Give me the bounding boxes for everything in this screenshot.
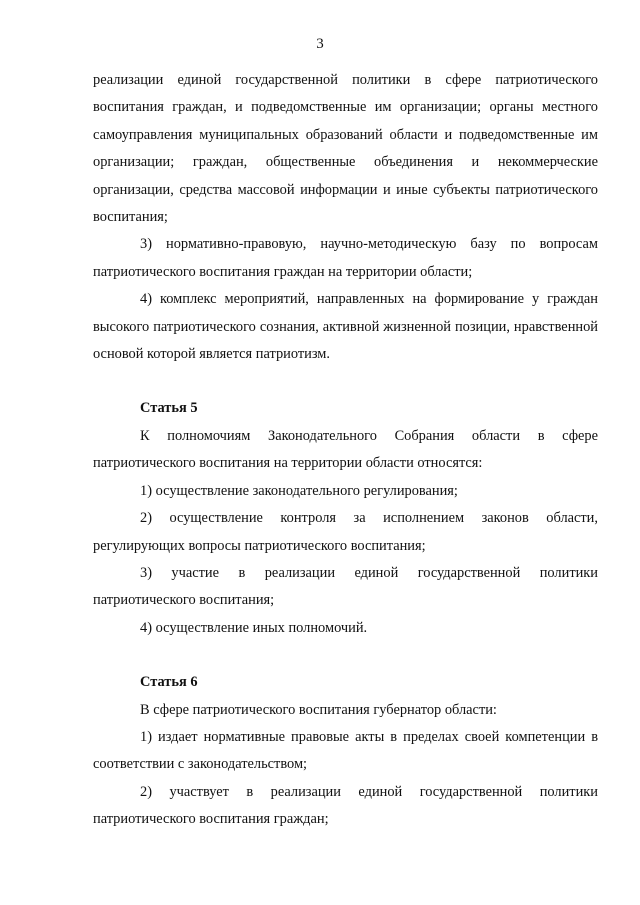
- article-5-intro: К полномочиям Законодательного Собрания области в сфере патриотического воспитания на территории области относятся:: [93, 427, 598, 472]
- article-5-item-1: 1) осуществление законодательного регулирования;: [140, 482, 458, 499]
- article-6-item-2: 2) участвует в реализации единой государственной политики патриотического воспитания граждан;: [93, 783, 598, 828]
- article-5-item-3: 3) участие в реализации единой государственной политики патриотического воспитания;: [93, 564, 598, 609]
- article-5-heading: Статья 5: [140, 400, 198, 417]
- section-spacer: [93, 368, 598, 395]
- article-5-item-2: 2) осуществление контроля за исполнением законов области, регулирующих вопросы патриотического воспитания;: [93, 510, 598, 554]
- page-number: 3: [316, 36, 324, 52]
- document-body: [93, 67, 598, 834]
- list-item-4: 4) комплекс мероприятий, направленных на формирование у граждан высокого патриотического сознания, активной жизненной позиции, нравственной основой которой является патриотизм.: [93, 291, 598, 363]
- article-5-item-4: 4) осуществление иных полномочий.: [140, 619, 368, 636]
- intro-paragraph: реализации единой государственной политики в сфере патриотического воспитания граждан, и подведомственные им организации; органы местного самоуправления муниципальных образований области и подведомственные им организации; граждан, общественные объединения и некоммерческие организации, средства массовой информации и иные субъекты патриотического воспитания;: [93, 72, 598, 226]
- article-6-item-1: 1) издает нормативные правовые акты в пределах своей компетенции в соответствии с законодательством;: [93, 728, 598, 773]
- article-6-intro: В сфере патриотического воспитания губернатор области:: [140, 701, 497, 718]
- article-6-heading: Статья 6: [140, 674, 198, 691]
- list-item-3: 3) нормативно-правовую, научно-методическую базу по вопросам патриотического воспитания граждан на территории области;: [93, 236, 598, 280]
- section-spacer: [93, 642, 598, 669]
